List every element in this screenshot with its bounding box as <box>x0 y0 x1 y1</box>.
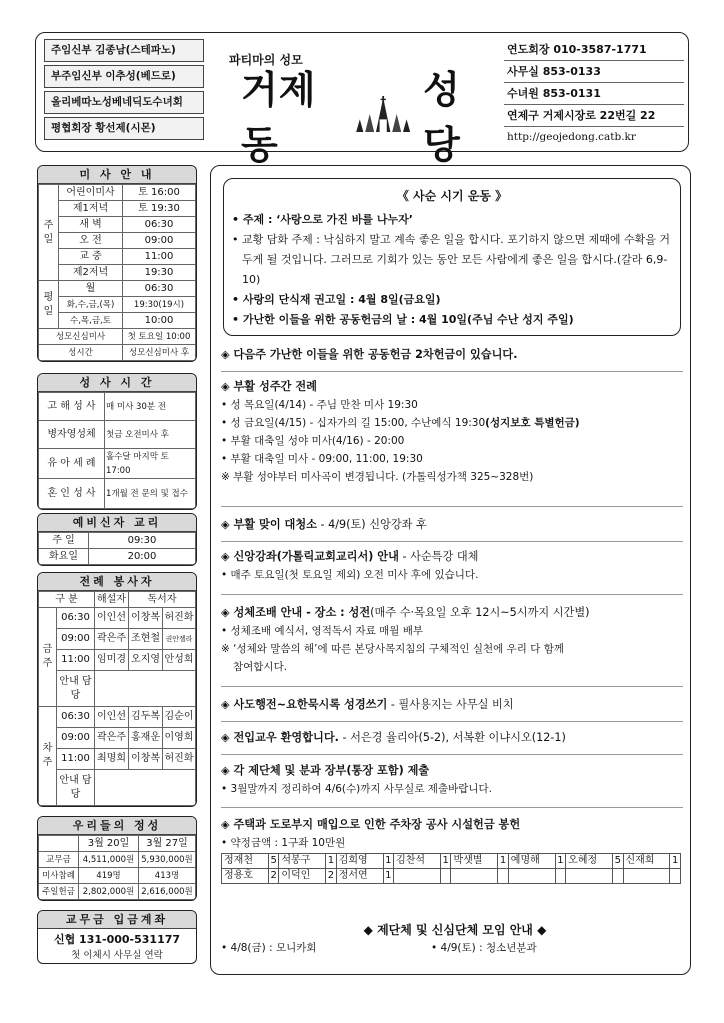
finance-header: 3월 20일 <box>79 836 139 852</box>
mass-name: 교 중 <box>59 249 123 265</box>
notice-line: • 부활 대축일 미사 - 09:00, 11:00, 19:30 <box>221 453 423 465</box>
notice-line: ※ ‘성체와 말씀의 해’에 따른 본당사목지침의 구체적인 실천에 우리 다 함께 <box>221 643 564 655</box>
server-time: 11:00 <box>57 650 95 671</box>
mass-time: 19:30(19시) <box>123 297 196 313</box>
donor-count: 1 <box>440 854 450 869</box>
mass-name: 월 <box>59 281 123 297</box>
finance-header: 3월 27일 <box>139 836 196 852</box>
contact-row: 수녀원 853-0131 <box>504 83 684 105</box>
donor-name: 정재천 <box>222 854 269 869</box>
notice-line: • 부활 대축일 성야 미사(4/16) - 20:00 <box>221 435 405 447</box>
notice-heading <box>221 696 689 714</box>
server-time: 06:30 <box>57 608 95 629</box>
server-reader: 김순이 <box>163 707 196 728</box>
catechumen-title: 예비신자 교리 <box>38 514 196 532</box>
mass-time: 06:30 <box>123 281 196 297</box>
servers-header: 해설자 <box>95 592 129 608</box>
mass-name: 오 전 <box>59 233 123 249</box>
mass-name: 제1저녁 <box>59 201 123 217</box>
group-meeting: • 4/9(토) : 청소년분과 <box>431 942 537 954</box>
notice-heading-rest: - 사순특강 대체 <box>398 550 479 563</box>
groups-section <box>221 921 689 957</box>
divider <box>221 686 683 687</box>
divider <box>221 721 683 722</box>
header-title-panel <box>221 39 491 167</box>
mass-name: 수,목,금,토 <box>59 313 123 329</box>
header-contact-panel <box>504 39 684 149</box>
notice-heading-rest: (매주 수·목요일 오후 12시~5시까지 시간별) <box>370 606 590 619</box>
mass-name: 화,수,금,(목) <box>59 297 123 313</box>
server-guide-label: 안내 담당 <box>57 770 95 806</box>
sacrament-name: 병자영성체 <box>39 421 105 449</box>
mass-time: 첫 토요일 10:00 <box>123 329 196 345</box>
notice-ledger <box>221 762 689 798</box>
donor-count: 5 <box>613 854 623 869</box>
notice-welcome <box>221 729 689 747</box>
notice-line: • 약정금액 : 1구좌 10만원 <box>221 837 346 849</box>
donors-table <box>221 853 681 884</box>
mass-time: 토 19:30 <box>123 201 196 217</box>
mass-name: 성시간 <box>39 345 123 361</box>
donor-count <box>555 869 565 884</box>
church-name-part1: 거제동 <box>241 68 317 167</box>
mass-title: 미 사 안 내 <box>38 166 196 184</box>
mass-time: 09:00 <box>123 233 196 249</box>
server-reader: 오지영 <box>129 650 163 671</box>
finance-value: 2,802,000원 <box>79 884 139 900</box>
donor-name: 박샛별 <box>451 854 498 869</box>
server-commentator: 임미경 <box>95 650 129 671</box>
next-week-label: 차주 <box>39 707 57 806</box>
notice-line: • 성체조배 예식서, 영적독서 자료 매월 배부 <box>221 625 423 637</box>
catechumen-day: 주 일 <box>39 533 89 549</box>
server-commentator: 최명희 <box>95 749 129 770</box>
notice-heading-bold: ◈ 사도행전~요한묵시록 성경쓰기 <box>221 698 388 711</box>
contact-row: 연도회장 010-3587-1771 <box>504 39 684 61</box>
divider <box>221 371 683 372</box>
server-reader: 허진화 <box>163 608 196 629</box>
sacrament-title: 성 사 시 간 <box>38 374 196 392</box>
donor-name <box>508 869 555 884</box>
donor-count: 1 <box>326 854 336 869</box>
mass-table <box>38 184 196 361</box>
donor-count <box>440 869 450 884</box>
server-time: 06:30 <box>57 707 95 728</box>
weekday-label: 평일 <box>39 281 59 329</box>
servers-header: 독서자 <box>129 592 196 608</box>
notice-line-emphasis: (성지보호 특별헌금) <box>485 417 580 429</box>
notice-item <box>221 346 689 364</box>
lent-collection-line: • 가난한 이들을 위한 공동헌금의 날 : 4월 10일(주님 수난 성지 주일) <box>232 313 574 326</box>
finance-value: 2,616,000원 <box>139 884 196 900</box>
mass-name: 성모신심미사 <box>39 329 123 345</box>
lent-campaign-box <box>223 178 681 336</box>
donor-name <box>394 869 441 884</box>
finance-value: 419명 <box>79 868 139 884</box>
address-row: 연제구 거제시장로 22번길 22 <box>504 105 684 127</box>
notice-holy-week <box>221 378 689 486</box>
notice-heading: ◈ 다음주 가난한 이들을 위한 공동헌금 2차헌금이 있습니다. <box>221 348 518 361</box>
header-left-row: 주임신부 김종남(스테파노) <box>44 39 204 62</box>
notice-heading-bold: ◈ 전입교우 환영합니다. <box>221 731 339 744</box>
donor-count: 1 <box>383 869 393 884</box>
servers-title: 전례 봉사자 <box>38 573 196 591</box>
website-link[interactable]: http://geojedong.catb.kr <box>507 131 636 143</box>
donor-count <box>670 869 681 884</box>
finance-label: 교무금 <box>39 852 79 868</box>
mass-time: 토 16:00 <box>123 185 196 201</box>
sunday-label: 주일 <box>39 185 59 281</box>
server-guide <box>95 770 196 806</box>
lent-pope-message: • 교황 담화 주제 : 낙심하지 말고 계속 좋은 일을 합시다. 포기하지 않으면 제때에 수확을 거두게 될 것입니다. 그러므로 기회가 있는 동안 모든 사람에게 좋은 일을 합시다.(갈라 6,9-10) <box>232 233 671 286</box>
catechumen-day: 화요일 <box>39 549 89 565</box>
mass-time: 10:00 <box>123 313 196 329</box>
church-name <box>241 68 491 167</box>
divider <box>221 541 683 542</box>
donor-name <box>566 869 613 884</box>
donor-count: 1 <box>383 854 393 869</box>
sacrament-info: 첫금 오전미사 후 <box>105 421 196 449</box>
donors-row <box>222 854 681 869</box>
server-reader: 조현철 <box>129 629 163 650</box>
donor-name: 김찬석 <box>394 854 441 869</box>
finance-value: 5,930,000원 <box>139 852 196 868</box>
server-reader: 권안젤라 <box>163 629 196 650</box>
donor-count: 1 <box>555 854 565 869</box>
groups-line <box>221 939 689 957</box>
finance-value: 4,511,000원 <box>79 852 139 868</box>
sacrament-table <box>38 392 196 509</box>
donor-name: 신재희 <box>623 854 670 869</box>
donor-name: 석봉구 <box>279 854 326 869</box>
lent-campaign-title: 《 사순 시기 운동 》 <box>396 189 508 203</box>
donor-count: 1 <box>498 854 508 869</box>
servers-header: 구 분 <box>39 592 95 608</box>
mass-time: 19:30 <box>123 265 196 281</box>
notice-faith-lecture <box>221 548 689 584</box>
sacrament-info: 1개월 전 문의 및 접수 <box>105 479 196 509</box>
catechumen-time: 20:00 <box>89 549 196 565</box>
server-reader: 안성희 <box>163 650 196 671</box>
finance-title: 우리들의 정성 <box>38 817 196 835</box>
sacrament-box <box>37 373 197 510</box>
header-left-row: 올리베따노성베네딕도수녀회 <box>44 91 204 114</box>
finance-label: 미사참례 <box>39 868 79 884</box>
notice-heading-bold: ◈ 부활 맞이 대청소 <box>221 518 317 531</box>
notice-heading: ◈ 주택과 도로부지 매입으로 인한 주차장 공사 시설헌금 봉헌 <box>221 818 521 831</box>
lent-fasting-line: • 사랑의 단식재 권고일 : 4월 8일(금요일) <box>232 293 441 306</box>
donor-count: 5 <box>268 854 278 869</box>
donor-count: 1 <box>670 854 681 869</box>
mass-schedule-box <box>37 165 197 362</box>
server-reader: 김두복 <box>129 707 163 728</box>
account-box <box>37 910 197 964</box>
donor-count: 2 <box>326 869 336 884</box>
notice-parking-fund <box>221 816 689 884</box>
account-number: 신협 131-000-531177 <box>53 933 181 946</box>
finance-box <box>37 816 197 901</box>
mass-name: 어린이미사 <box>59 185 123 201</box>
notice-heading: ◈ 각 제단체 및 분과 장부(통장 포함) 제출 <box>221 764 430 777</box>
sacrament-info: 매 미사 30분 전 <box>105 393 196 421</box>
notice-bible-copy <box>221 696 689 714</box>
notice-heading <box>221 548 689 566</box>
mass-time: 성모신심미사 후 <box>123 345 196 361</box>
server-reader: 허진화 <box>163 749 196 770</box>
notice-adoration <box>221 604 689 676</box>
catechumen-time: 09:30 <box>89 533 196 549</box>
server-commentator: 이인선 <box>95 707 129 728</box>
server-reader: 이창복 <box>129 608 163 629</box>
donor-name: 정용호 <box>222 869 269 884</box>
donor-count <box>613 869 623 884</box>
donor-name: 예명해 <box>508 854 555 869</box>
mass-time: 06:30 <box>123 217 196 233</box>
finance-value: 413명 <box>139 868 196 884</box>
groups-title: ◆ 제단체 및 신심단체 모임 안내 ◆ <box>363 923 547 937</box>
donor-name: 이덕인 <box>279 869 326 884</box>
mass-name: 새 벽 <box>59 217 123 233</box>
servers-table <box>38 591 196 806</box>
notice-line: 참여합시다. <box>233 661 288 673</box>
account-title: 교무금 입금계좌 <box>38 911 196 929</box>
catechumen-table <box>38 532 196 565</box>
donor-count: 2 <box>268 869 278 884</box>
mass-time: 11:00 <box>123 249 196 265</box>
contact-row: 사무실 853-0133 <box>504 61 684 83</box>
notice-line: ※ 부활 성야부터 미사곡이 변경됩니다. (가톨릭성가책 325~328번) <box>221 471 534 483</box>
sacrament-name: 유 아 세 례 <box>39 449 105 479</box>
server-guide-label: 안내 담당 <box>57 671 95 707</box>
donors-row <box>222 869 681 884</box>
donor-name <box>451 869 498 884</box>
mass-name: 제2저녁 <box>59 265 123 281</box>
server-commentator: 곽은주 <box>95 629 129 650</box>
notice-heading <box>221 604 689 622</box>
this-week-label: 금주 <box>39 608 57 707</box>
liturgy-servers-box <box>37 572 197 807</box>
header-left-panel <box>44 39 204 143</box>
catechumen-box <box>37 513 197 566</box>
notice-heading <box>221 729 689 747</box>
divider <box>221 807 683 808</box>
announcements-box <box>210 165 691 975</box>
header-subtitle: 파티마의 성모 <box>229 53 303 67</box>
server-commentator: 이인선 <box>95 608 129 629</box>
notice-heading-rest: - 필사용지는 사무실 비치 <box>387 698 514 711</box>
notice-line <box>221 414 689 432</box>
notice-heading: ◈ 부활 성주간 전례 <box>221 380 317 393</box>
sacrament-name: 혼 인 성 사 <box>39 479 105 509</box>
divider <box>221 754 683 755</box>
notice-heading <box>221 516 689 534</box>
notice-heading-rest: - 4/9(토) 신앙강좌 후 <box>316 518 427 531</box>
donor-name: 정서연 <box>336 869 383 884</box>
divider <box>221 506 683 507</box>
group-meeting: • 4/8(금) : 모니카회 <box>221 942 317 954</box>
notice-line: • 3월말까지 정리하여 4/6(수)까지 사무실로 제출바랍니다. <box>221 783 492 795</box>
header-box <box>35 32 689 167</box>
notice-line-part: • 성 금요일(4/15) - 십자가의 길 15:00, 수난예식 19:30 <box>221 417 486 429</box>
server-commentator: 곽은주 <box>95 728 129 749</box>
header-left-row: 부주임신부 이추성(베드로) <box>44 65 204 88</box>
donor-count <box>498 869 508 884</box>
header-left-row: 평협회장 황선제(시몬) <box>44 117 204 140</box>
server-guide <box>95 671 196 707</box>
server-reader: 홍재운 <box>129 728 163 749</box>
notice-heading-bold: ◈ 신앙강좌(가톨릭교회교리서) 안내 <box>221 550 399 563</box>
sacrament-info: 홀수달 마지막 토 17:00 <box>105 449 196 479</box>
finance-header <box>39 836 79 852</box>
divider <box>221 594 683 595</box>
server-reader: 이영희 <box>163 728 196 749</box>
account-note: 첫 이체시 사무실 연락 <box>71 950 163 961</box>
church-name-part2: 성당 <box>423 68 461 167</box>
server-time: 09:00 <box>57 629 95 650</box>
notice-cleaning <box>221 516 689 534</box>
server-time: 09:00 <box>57 728 95 749</box>
church-building-icon <box>349 94 417 134</box>
finance-table <box>38 835 196 900</box>
notice-heading-bold: ◈ 성체조배 안내 - 장소 : 성전 <box>221 606 371 619</box>
donor-name: 오혜정 <box>566 854 613 869</box>
server-time: 11:00 <box>57 749 95 770</box>
server-reader: 이창복 <box>129 749 163 770</box>
donor-name: 김희영 <box>336 854 383 869</box>
finance-label: 주일헌금 <box>39 884 79 900</box>
donor-name <box>623 869 670 884</box>
lent-theme-line: • 주제 : ‘사랑으로 가진 바를 나누자’ <box>232 213 413 226</box>
sacrament-name: 고 해 성 사 <box>39 393 105 421</box>
notice-line: • 성 목요일(4/14) - 주님 만찬 미사 19:30 <box>221 399 418 411</box>
notice-line: • 매주 토요일(첫 토요일 제외) 오전 미사 후에 있습니다. <box>221 569 479 581</box>
notice-heading-rest: - 서은경 율리아(5-2), 서복환 이냐시오(12-1) <box>338 731 566 744</box>
